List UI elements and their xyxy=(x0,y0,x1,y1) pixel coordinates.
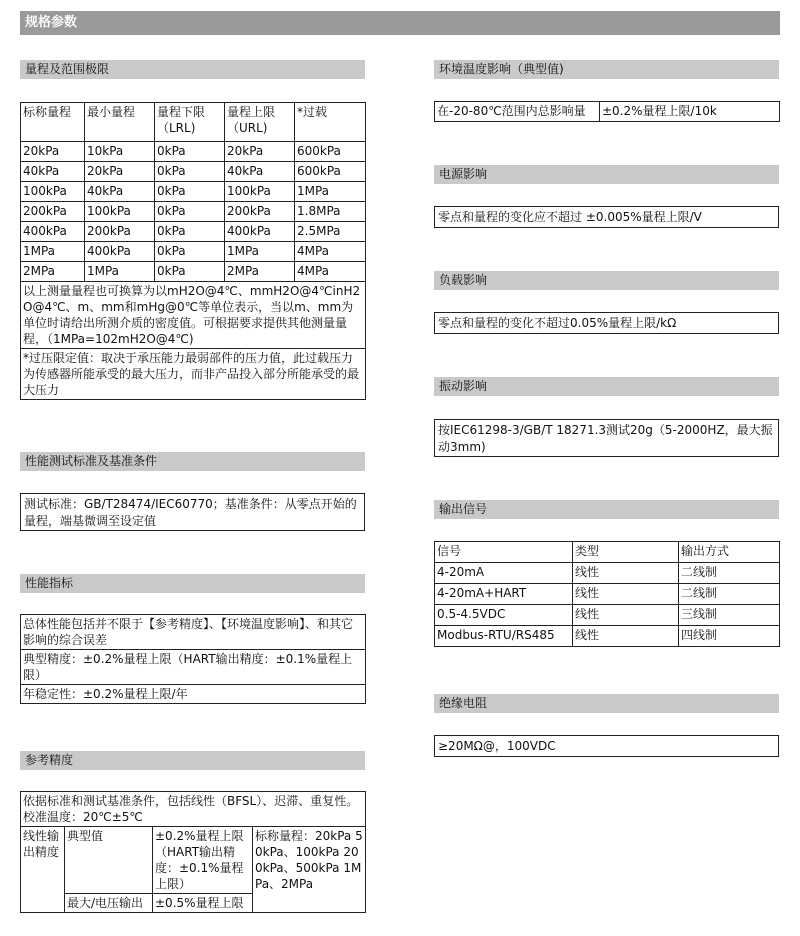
performance-section-title: 性能指标 xyxy=(20,574,365,593)
table-cell: 40kPa xyxy=(85,182,155,202)
table-cell: 200kPa xyxy=(85,222,155,242)
table-cell: 线性 xyxy=(573,605,679,626)
table-cell: 200kPa xyxy=(225,202,295,222)
table-row xyxy=(21,262,366,282)
table-row xyxy=(21,792,366,827)
table-cell: 二线制 xyxy=(679,584,780,605)
table-cell: 600kPa xyxy=(295,162,366,182)
test-standard-text: 测试标准：GB/T28474/IEC60770；基准条件：从零点开始的量程，端基微调至设定值 xyxy=(20,493,365,531)
performance-stability: 年稳定性：±0.2%量程上限/年 xyxy=(21,685,366,704)
table-row xyxy=(21,242,366,262)
table-row xyxy=(21,282,366,349)
header-cell: 最小量程 xyxy=(85,103,155,142)
typical-value: ±0.2%量程上限（HART输出精度：±0.1%量程上限） xyxy=(153,827,253,894)
max-value: ±0.5%量程上限 xyxy=(153,894,253,913)
table-cell: 40kPa xyxy=(21,162,85,182)
test-standard-section-title: 性能测试标准及基准条件 xyxy=(20,452,365,471)
table-cell: 200kPa xyxy=(21,202,85,222)
table-cell: 2MPa xyxy=(225,262,295,282)
table-cell: 4-20mA xyxy=(435,563,573,584)
table-row xyxy=(21,142,366,162)
table-cell: 1.8MPa xyxy=(295,202,366,222)
table-cell: 0kPa xyxy=(155,262,225,282)
table-cell: 100kPa xyxy=(225,182,295,202)
load-text: 零点和量程的变化不超过0.05%量程上限/kΩ xyxy=(434,312,779,334)
table-row xyxy=(21,182,366,202)
table-row xyxy=(435,626,780,647)
header-cell: 类型 xyxy=(573,542,679,563)
table-row xyxy=(21,349,366,400)
table-cell: 线性 xyxy=(573,563,679,584)
table-cell: 四线制 xyxy=(679,626,780,647)
ambient-label: 在-20-80℃范围内总影响量 xyxy=(435,102,600,122)
max-label: 最大/电压输出 xyxy=(65,894,153,913)
table-cell: 400kPa xyxy=(85,242,155,262)
header-cell: 信号 xyxy=(435,542,573,563)
table-cell: 400kPa xyxy=(21,222,85,242)
table-row xyxy=(21,615,366,650)
insulation-text: ≥20MΩ@，100VDC xyxy=(434,735,779,757)
page-title: 规格参数 xyxy=(20,11,780,35)
table-row xyxy=(21,162,366,182)
performance-typical: 典型精度：±0.2%量程上限（HART输出精度：±0.1%量程上限） xyxy=(21,650,366,685)
table-cell: 100kPa xyxy=(21,182,85,202)
table-row xyxy=(435,584,780,605)
performance-overall: 总体性能包括并不限于【参考精度】、【环境温度影响】、和其它影响的综合误差 xyxy=(21,615,366,650)
header-cell: 输出方式 xyxy=(679,542,780,563)
reference-intro: 依据标准和测试基准条件，包括线性（BFSL）、迟滞、重复性。校准温度：20℃±5℃ xyxy=(21,792,366,827)
table-row xyxy=(435,605,780,626)
reference-section-title: 参考精度 xyxy=(20,751,365,770)
vibration-section-title: 振动影响 xyxy=(434,377,779,396)
power-text: 零点和量程的变化应不超过 ±0.005%量程上限/V xyxy=(434,206,779,228)
header-cell: *过载 xyxy=(295,103,366,142)
table-row xyxy=(435,542,780,563)
reference-table xyxy=(20,791,366,913)
table-cell: 0kPa xyxy=(155,162,225,182)
table-cell: 0.5-4.5VDC xyxy=(435,605,573,626)
header-cell: 量程下限 （LRL) xyxy=(155,103,225,142)
load-section-title: 负载影响 xyxy=(434,271,779,290)
table-cell: 1MPa xyxy=(295,182,366,202)
table-row xyxy=(21,202,366,222)
table-cell: 0kPa xyxy=(155,242,225,262)
span-note: 标称量程：20kPa 50kPa、100kPa 200kPa、500kPa 1MPa、2MPa xyxy=(253,827,366,913)
typical-label: 典型值 xyxy=(65,827,153,894)
table-cell: 0kPa xyxy=(155,202,225,222)
table-row xyxy=(21,827,366,894)
table-row xyxy=(21,222,366,242)
table-cell: 1MPa xyxy=(225,242,295,262)
table-cell: 20kPa xyxy=(21,142,85,162)
table-row xyxy=(21,650,366,685)
table-cell: 二线制 xyxy=(679,563,780,584)
linear-output-label: 线性输出精度 xyxy=(21,827,65,913)
table-cell: 1MPa xyxy=(85,262,155,282)
table-cell: 100kPa xyxy=(85,202,155,222)
table-cell: 4MPa xyxy=(295,242,366,262)
table-cell: 10kPa xyxy=(85,142,155,162)
table-cell: 2.5MPa xyxy=(295,222,366,242)
table-row xyxy=(435,102,780,122)
table-cell: 0kPa xyxy=(155,222,225,242)
table-cell: 20kPa xyxy=(85,162,155,182)
table-cell: 2MPa xyxy=(21,262,85,282)
ambient-table xyxy=(434,101,780,122)
table-row xyxy=(435,563,780,584)
output-section-title: 输出信号 xyxy=(434,500,779,519)
table-cell: 40kPa xyxy=(225,162,295,182)
range-header-row xyxy=(21,103,366,142)
table-cell: 线性 xyxy=(573,584,679,605)
output-table xyxy=(434,541,780,647)
range-section-title: 量程及范围极限 xyxy=(20,60,365,79)
insulation-section-title: 绝缘电阻 xyxy=(434,694,779,713)
range-unit-note: 以上测量量程也可换算为以mH2O@4℃、mmH2O@4℃inH2O@4℃、m、mm和mHg@0℃等单位表示，当以m、mm为单位时请给出所测介质的密度值。可根据要求提供其他测量量程，（1MPa=102mH2O@4℃) xyxy=(21,282,366,349)
ambient-value: ±0.2%量程上限/10k xyxy=(600,102,780,122)
table-cell: 0kPa xyxy=(155,142,225,162)
table-cell: 4-20mA+HART xyxy=(435,584,573,605)
header-cell: 标称量程 xyxy=(21,103,85,142)
performance-table xyxy=(20,614,366,704)
table-cell: 20kPa xyxy=(225,142,295,162)
range-table xyxy=(20,102,366,400)
table-cell: 三线制 xyxy=(679,605,780,626)
power-section-title: 电源影响 xyxy=(434,165,779,184)
table-cell: 1MPa xyxy=(21,242,85,262)
table-cell: Modbus-RTU/RS485 xyxy=(435,626,573,647)
overload-note: *过压限定值：取决于承压能力最弱部件的压力值，此过载压力为传感器所能承受的最大压力，而非产品投入部分所能承受的最大压力 xyxy=(21,349,366,400)
vibration-text: 按IEC61298-3/GB/T 18271.3测试20g（5-2000HZ，最大振动3mm) xyxy=(434,419,779,457)
table-cell: 600kPa xyxy=(295,142,366,162)
table-cell: 4MPa xyxy=(295,262,366,282)
table-cell: 0kPa xyxy=(155,182,225,202)
header-cell: 量程上限 （URL) xyxy=(225,103,295,142)
table-cell: 线性 xyxy=(573,626,679,647)
ambient-section-title: 环境温度影响（典型值) xyxy=(434,60,779,79)
table-row xyxy=(21,685,366,704)
table-cell: 400kPa xyxy=(225,222,295,242)
